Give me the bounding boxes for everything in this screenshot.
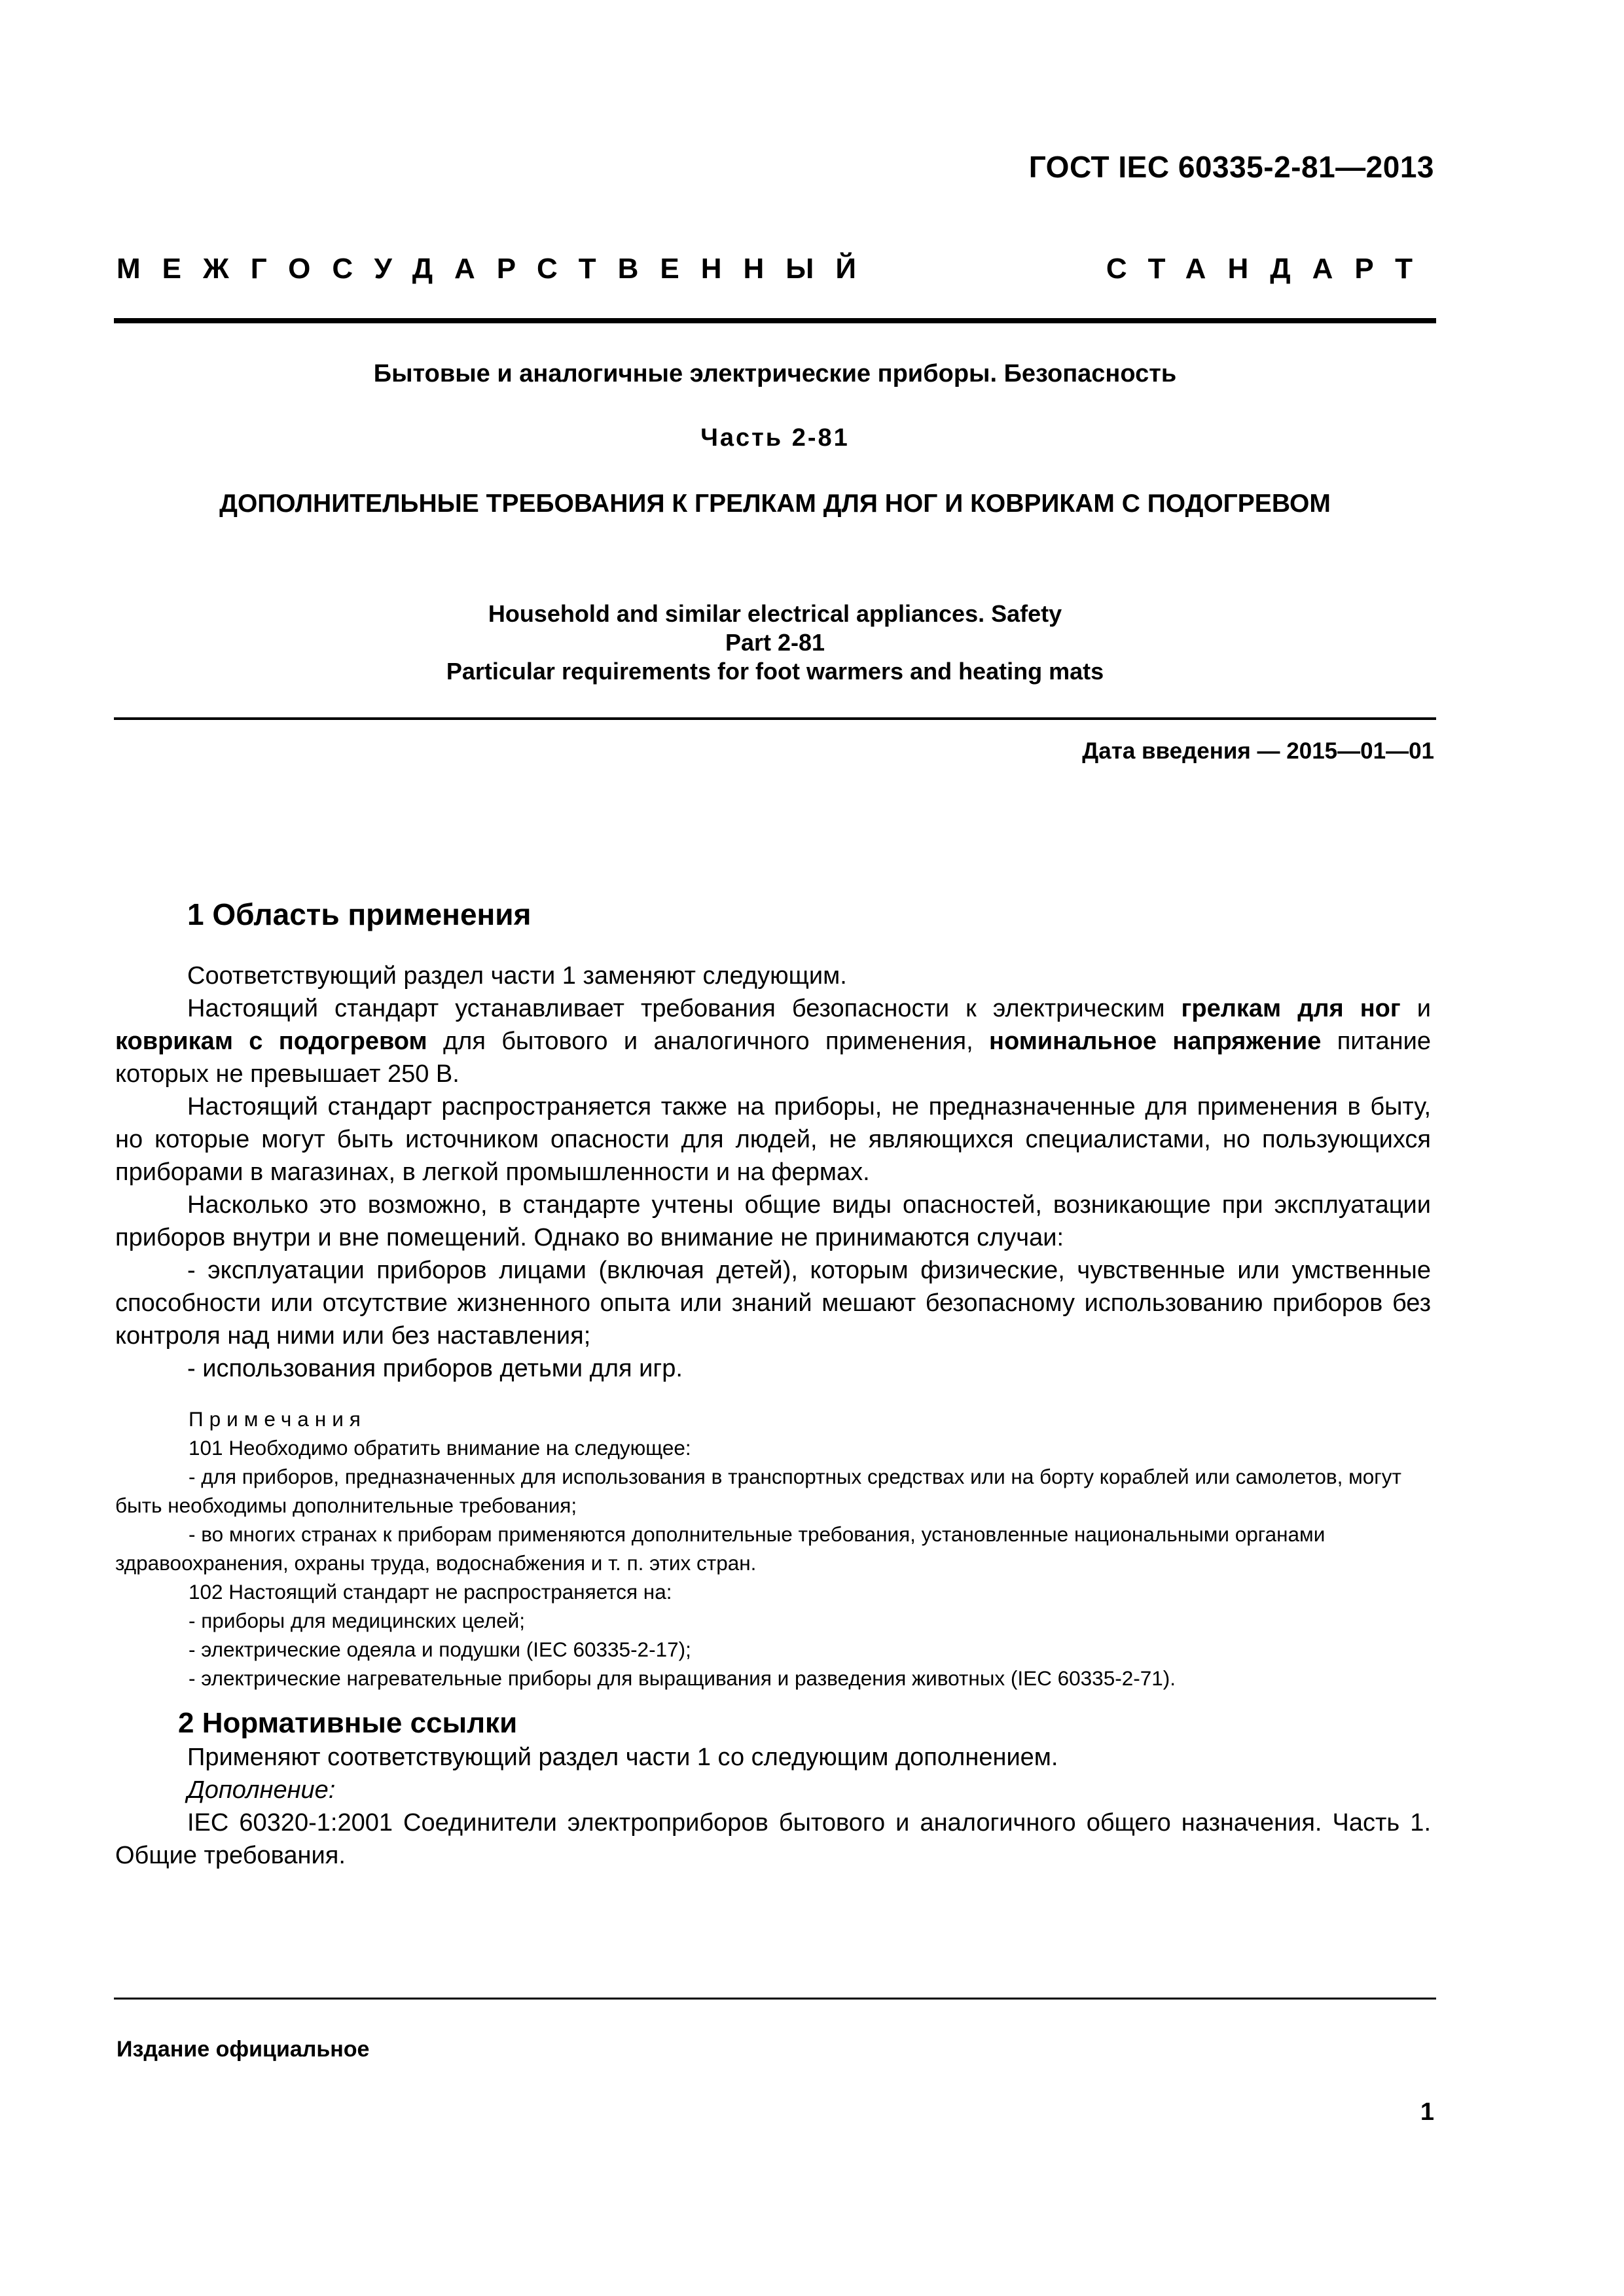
- official-edition-label: Издание официальное: [117, 2037, 370, 2062]
- section-2-addition-label: Дополнение:: [187, 1776, 336, 1804]
- note-item: - электрические нагревательные приборы для выращивания и разведения животных (IEC 60335-2-71).: [189, 1666, 1176, 1690]
- section-1-paragraph: Настоящий стандарт распространяется также на приборы, не предназначенные для применения в быту, но которые могут быть источником опасности для людей, не являющихся специалистами, но пользующихся приборами в магазинах, в легкой промышленности и на фермах.: [115, 1093, 1431, 1186]
- notes-block: [115, 1405, 1431, 1693]
- banner-word-interstate: МЕЖГОСУДАРСТВЕННЫЙ: [117, 253, 878, 285]
- note-item: - приборы для медицинских целей;: [189, 1609, 525, 1632]
- note-item: - для приборов, предназначенных для использования в транспортных средствах или на борту кораблей или самолетов, могут быть необходимы дополнительные требования;: [115, 1465, 1401, 1517]
- section-2-heading: 2 Нормативные ссылки: [178, 1707, 518, 1739]
- page-number: 1: [1420, 2098, 1434, 2126]
- subtitle-english: Particular requirements for foot warmers and heating mats: [446, 658, 1104, 685]
- section-1-list-item: - использования приборов детьми для игр.: [187, 1355, 683, 1382]
- part-english: Part 2-81: [725, 629, 825, 656]
- section-2-body: [115, 1741, 1431, 1872]
- title-russian: Бытовые и аналогичные электрические приборы. Безопасность: [373, 360, 1177, 387]
- introduction-date: Дата введения — 2015—01—01: [1082, 738, 1434, 764]
- title-divider: [114, 717, 1436, 720]
- note-101: 101 Необходимо обратить внимание на следующее:: [189, 1436, 691, 1460]
- section-2-paragraph: Применяют соответствующий раздел части 1 со следующим дополнением.: [187, 1744, 1058, 1771]
- note-item: - во многих странах к приборам применяются дополнительные требования, установленные национальными органами здравоохранения, охраны труда, водоснабжения и т. п. этих стран.: [115, 1522, 1326, 1575]
- part-russian: Часть 2-81: [700, 424, 850, 452]
- section-1-paragraph: Насколько это возможно, в стандарте учтены общие виды опасностей, возникающие при эксплуатации приборов внутри и вне помещений. Однако во внимание не принимаются случаи:: [115, 1191, 1431, 1251]
- standard-banner: [117, 253, 1434, 285]
- header-divider: [114, 318, 1436, 323]
- document-code: ГОСТ IEC 60335-2-81—2013: [1028, 150, 1434, 184]
- title-english-block: [114, 600, 1436, 686]
- section-2-reference: IEC 60320-1:2001 Соединители электроприборов бытового и аналогичного общего назначения. Часть 1. Общие требования.: [115, 1809, 1431, 1869]
- note-item: - электрические одеяла и подушки (IEC 60335-2-17);: [189, 1638, 691, 1661]
- note-102: 102 Настоящий стандарт не распространяется на:: [189, 1580, 672, 1604]
- banner-word-standard: СТАНДАРТ: [1106, 253, 1434, 285]
- footer-divider: [114, 1998, 1436, 2000]
- notes-title: Примечания: [189, 1407, 367, 1431]
- subtitle-russian: ДОПОЛНИТЕЛЬНЫЕ ТРЕБОВАНИЯ К ГРЕЛКАМ ДЛЯ НОГ И КОВРИКАМ С ПОДОГРЕВОМ: [219, 490, 1331, 518]
- section-1-paragraph: Соответствующий раздел части 1 заменяют следующим.: [187, 962, 847, 990]
- section-1-heading: 1 Область применения: [187, 897, 532, 931]
- section-1-body: [115, 960, 1431, 1385]
- section-1-list-item: - эксплуатации приборов лицами (включая детей), которым физические, чувственные или умственные способности или отсутствие жизненного опыта или знаний мешают безопасному использованию приборов без контроля над ними или без наставления;: [115, 1257, 1431, 1350]
- title-english: Household and similar electrical appliances. Safety: [488, 600, 1062, 627]
- section-1-paragraph: Настоящий стандарт устанавливает требования безопасности к электрическим грелкам для ног и коврикам с подогревом для бытового и аналогичного применения, номинальное напряжение питание которых не превышает 250 В.: [115, 995, 1431, 1088]
